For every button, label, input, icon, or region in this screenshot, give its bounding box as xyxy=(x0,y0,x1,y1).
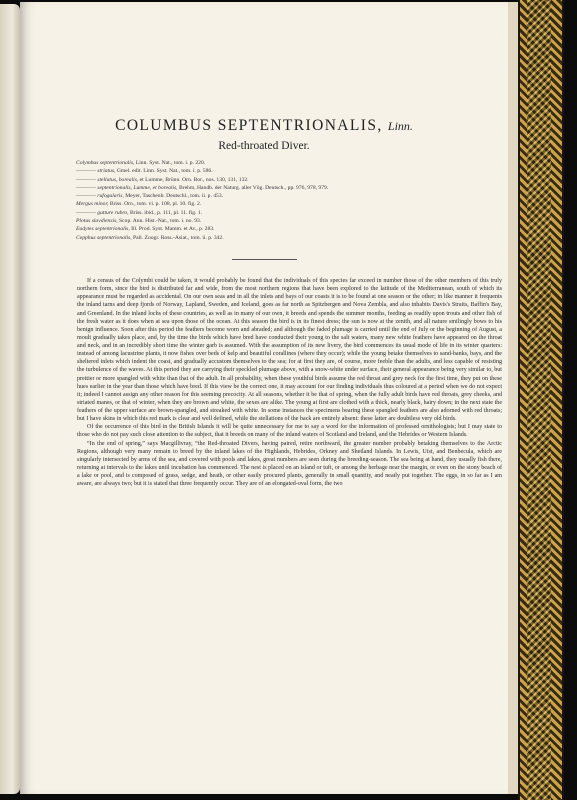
synonym-line: Mergus minor, Briss. Orn., tom. vi. p. 108, pl. 10. fig. 2. xyxy=(76,201,202,208)
synonym-line: ———— striatus, Gmel. edit. Linn. Syst. Nat., tom. i. p. 586. xyxy=(76,168,213,175)
synonym-line: Cepphus septentrionalis, Pall. Zoogr. Ross.-Asiat., tom. ii. p. 342. xyxy=(76,234,224,241)
synonym-line: Colymbus septentrionalis, Linn. Syst. Nat., tom. i. p. 220. xyxy=(76,160,206,166)
title-main: COLUMBUS SEPTENTRIONALIS, xyxy=(115,117,383,134)
binding-pattern xyxy=(527,0,551,800)
paragraph: Of the occurrence of this bird in the British Islands it will be quite unnecessary for me to say a word for the information of professed ornithologists; but I may state to those who do not pay such close attention to the subject, that it breeds on many of the inland waters of Scotland and Ireland, and the Hebrides or Western Islands. xyxy=(77,424,502,439)
title-authority: Linn. xyxy=(387,119,413,133)
left-page-edge xyxy=(0,4,20,794)
page-title xyxy=(20,117,508,135)
synonym-line: Plotus slavdiensis, Scop. Ann. Hist.-Nat., tom. i. no. 93. xyxy=(76,218,202,225)
synonym-line: ———— stellatus, borealis, et Lumme, Brünn. Orn. Bor., nos. 130, 131, 132. xyxy=(76,176,249,183)
book-page xyxy=(20,2,508,794)
synonym-line: ———— gutture rubro, Briss. ibid., p. 111, pl. 11. fig. 1. xyxy=(76,209,203,216)
paragraph: If a census of the Colymbi could be taken, it would probably be found that the individuals of this species far exceed in number those of the other members of this truly northern form, since the bird is distributed far and wide, from the most northern regions that have been explored to the latitude of the Mediterranean, south of which its appearance must be regarded as accidental. On our own seas and in all the inlets and bays of our coasts it is to be found at one season or the other; in like manner it frequents the inland tarns and deep fjords of Norway, Lapland, Sweden, and Iceland, goes as far north as Spitzbergen and Nova Zembla, and also inhabits Davis's Straits, Baffin's Bay, and Greenland. In the inland lochs of these countries, as well as in many of our own, it breeds and spends the summer months, feeding as readily upon trouts and other fish of the fresh water as it does when at sea upon those of the ocean. At this season the bird is in its finest dress; the sun is now at the zenith, and all nature smilingly bows to his benign influence. Soon after this period the feathers become worn and abraded; and although the faded plumage is carried until the end of July or the beginning of August, a moult gradually takes place, and, by the time the birds which have bred have conducted their young to the salt waters, many new white feathers have appeared on the throat and neck, and in an incredibly short time the winter garb is assumed. With the assumption of its new livery, the bird commences its usual mode of life in its winter quarters: instead of among lacustrine plants, it now fishes over beds of kelp and beautiful corallines (where they occur); while the young betake themselves to sand-banks, bays, and the sheltered inlets which indent the coast, and gradually accustom themselves to the sea; for at first they are, of course, more feeble than the adults, and less capable of resisting the turbulence of the waves. At this period they are carrying their speckled plumage above, with a snow-white under surface, their general appearance being very similar to, but prettier or more spangled with white than that of the adult. In all probability, when these youthful birds assume the red throat and grey neck for the first time, they put on these hues earlier in the year than those which have bred. If this view be the correct one, it may account for our finding individuals thus coloured at a period when we do not expect it; indeed I cannot assign any other reason for this seeming precocity. At all seasons, whether it be that of spring, when the fully adult birds have red throats, grey cheeks, and striated manes, or that of winter, when they are brown and white, the sexes are alike. The young at first are clothed with a thick, nearly black, hairy down; in the next state the feathers of the upper surface are brown-spangled, and streaked with white. In some instances the specimens bearing these spangled feathers are also adorned with red throats; but I have skins in which this red mark is clear and well defined, while the stellations of the back are entirely absent: these latter are doubtless very old birds. xyxy=(77,278,502,423)
synonym-line: ———— septentrionalis, Lumme, et borealis, Brehm, Handb. der Naturg. aller Vög. Deutsch., pp. 976, 978, 979. xyxy=(76,184,329,191)
synonym-line: Eudytes septentrionalis, Ill. Prod. Syst. Mamm. et Av., p. 283. xyxy=(76,226,215,233)
page-stack-edge xyxy=(508,2,518,794)
body-text xyxy=(77,277,502,488)
section-divider xyxy=(232,259,297,260)
paragraph: “In the end of spring,” says Macgillivray, “the Red-throated Divers, having paired, retire northward, the greater number probably betaking themselves to the Arctic Regions, although very many remain to breed by the inland lakes of the Highlands, Hebrides, Orkney and Shetland Islands. In Lewis, Uist, and Benbecula, which are singularly intersected by arms of the sea, and covered with pools and lakes, great numbers are seen during the breeding-season. The sea being at hand, they usually fish there, returning at intervals to the lakes until incubation has commenced. The nest is placed on an island or tuft, or among the herbage near the margin, or even on the stony beach of a lake or pool, and is composed of grass, sedge, and heath, or other easily procured plants, generally in small quantity, and neatly put together. The eggs, in so far as I am aware, are always two; but it is stated that three frequently occur. They are of an elongated-oval form, the two xyxy=(77,440,502,488)
synonymy-list xyxy=(76,159,476,242)
page-subtitle: Red-throated Diver. xyxy=(218,140,310,152)
synonym-line: ———— rufogularis, Meyer, Taschenb. Deutschl., tom. ii. p. 453. xyxy=(76,193,224,200)
